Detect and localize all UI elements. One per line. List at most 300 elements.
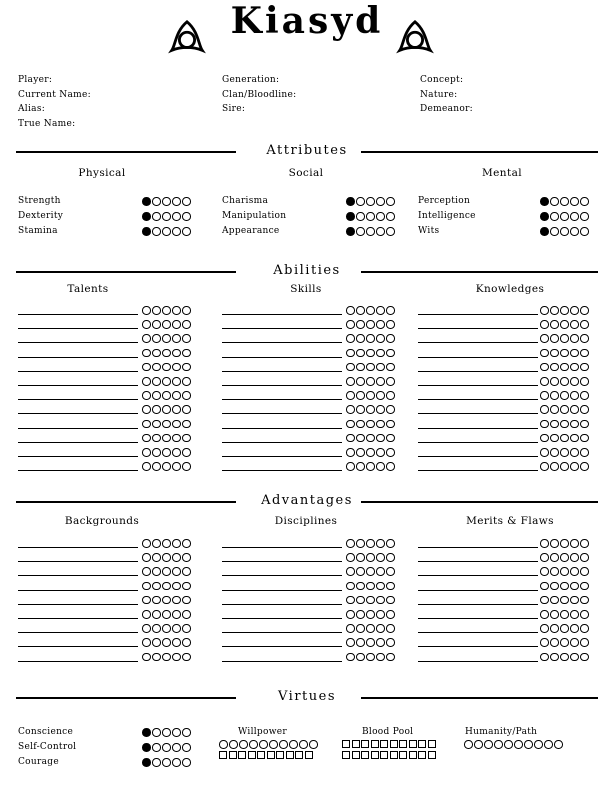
rating-dot[interactable] [550, 553, 559, 562]
rating-dot[interactable] [346, 363, 355, 372]
ability-rating[interactable] [142, 363, 191, 372]
rating-dot[interactable] [346, 434, 355, 443]
attribute-rating[interactable] [540, 227, 589, 236]
rating-dot[interactable] [356, 363, 365, 372]
rating-dot[interactable] [162, 197, 171, 206]
rating-dot[interactable] [550, 610, 559, 619]
rating-dot[interactable] [366, 567, 375, 576]
advantage-name-line[interactable] [18, 632, 138, 633]
rating-dot[interactable] [554, 740, 563, 749]
rating-dot[interactable] [570, 334, 579, 343]
tracker-box[interactable] [380, 740, 388, 748]
rating-dot[interactable] [560, 197, 569, 206]
rating-dot[interactable] [580, 391, 589, 400]
rating-dot[interactable] [550, 539, 559, 548]
rating-dot[interactable] [540, 653, 549, 662]
rating-dot[interactable] [182, 197, 191, 206]
advantage-rating[interactable] [540, 638, 589, 647]
rating-dot[interactable] [580, 420, 589, 429]
virtue-rating[interactable] [142, 743, 191, 752]
rating-dot[interactable] [366, 638, 375, 647]
ability-name-line[interactable] [18, 413, 138, 414]
rating-dot[interactable] [464, 740, 473, 749]
rating-dot[interactable] [386, 227, 395, 236]
tracker-box[interactable] [428, 740, 436, 748]
ability-name-line[interactable] [418, 399, 538, 400]
advantage-rating[interactable] [346, 539, 395, 548]
rating-dot[interactable] [540, 434, 549, 443]
rating-dot[interactable] [550, 320, 559, 329]
rating-dot[interactable] [376, 391, 385, 400]
ability-rating[interactable] [346, 448, 395, 457]
rating-dot[interactable] [580, 596, 589, 605]
rating-dot[interactable] [289, 740, 298, 749]
rating-dot[interactable] [386, 391, 395, 400]
attribute-rating[interactable] [346, 197, 395, 206]
rating-dot[interactable] [182, 349, 191, 358]
ability-name-line[interactable] [418, 342, 538, 343]
rating-dot[interactable] [172, 448, 181, 457]
rating-dot[interactable] [386, 448, 395, 457]
rating-dot[interactable] [550, 197, 559, 206]
rating-dot[interactable] [386, 462, 395, 471]
rating-dot[interactable] [162, 638, 171, 647]
attribute-rating[interactable] [142, 197, 191, 206]
rating-dot[interactable] [356, 596, 365, 605]
rating-dot[interactable] [550, 377, 559, 386]
rating-dot[interactable] [142, 405, 151, 414]
rating-dot[interactable] [570, 596, 579, 605]
rating-dot[interactable] [540, 377, 549, 386]
rating-dot[interactable] [540, 462, 549, 471]
rating-dot[interactable] [580, 227, 589, 236]
rating-dot[interactable] [152, 227, 161, 236]
advantage-rating[interactable] [142, 610, 191, 619]
rating-dot[interactable] [182, 653, 191, 662]
ability-rating[interactable] [142, 391, 191, 400]
ability-rating[interactable] [346, 306, 395, 315]
advantage-name-line[interactable] [418, 547, 538, 548]
rating-dot[interactable] [172, 391, 181, 400]
ability-rating[interactable] [346, 405, 395, 414]
rating-dot[interactable] [386, 596, 395, 605]
rating-dot[interactable] [386, 610, 395, 619]
rating-dot[interactable] [229, 740, 238, 749]
rating-dot[interactable] [376, 539, 385, 548]
advantage-name-line[interactable] [222, 618, 342, 619]
advantage-rating[interactable] [142, 638, 191, 647]
rating-dot[interactable] [142, 212, 151, 221]
rating-dot[interactable] [540, 227, 549, 236]
rating-dot[interactable] [182, 582, 191, 591]
advantage-name-line[interactable] [18, 618, 138, 619]
rating-dot[interactable] [172, 349, 181, 358]
rating-dot[interactable] [366, 582, 375, 591]
rating-dot[interactable] [580, 539, 589, 548]
advantage-rating[interactable] [346, 582, 395, 591]
advantage-name-line[interactable] [18, 575, 138, 576]
ability-name-line[interactable] [222, 456, 342, 457]
ability-rating[interactable] [540, 306, 589, 315]
rating-dot[interactable] [570, 320, 579, 329]
rating-dot[interactable] [534, 740, 543, 749]
advantage-rating[interactable] [540, 582, 589, 591]
rating-dot[interactable] [570, 567, 579, 576]
ability-name-line[interactable] [18, 371, 138, 372]
rating-dot[interactable] [269, 740, 278, 749]
rating-dot[interactable] [386, 582, 395, 591]
rating-dot[interactable] [162, 653, 171, 662]
rating-dot[interactable] [142, 624, 151, 633]
rating-dot[interactable] [142, 596, 151, 605]
rating-dot[interactable] [580, 638, 589, 647]
rating-dot[interactable] [580, 553, 589, 562]
ability-name-line[interactable] [418, 385, 538, 386]
rating-dot[interactable] [152, 197, 161, 206]
attribute-rating[interactable] [540, 212, 589, 221]
rating-dot[interactable] [570, 462, 579, 471]
rating-dot[interactable] [356, 653, 365, 662]
rating-dot[interactable] [356, 624, 365, 633]
rating-dot[interactable] [152, 567, 161, 576]
ability-name-line[interactable] [222, 399, 342, 400]
rating-dot[interactable] [162, 434, 171, 443]
rating-dot[interactable] [172, 582, 181, 591]
tracker-box[interactable] [342, 751, 350, 759]
ability-name-line[interactable] [418, 357, 538, 358]
advantage-rating[interactable] [540, 624, 589, 633]
rating-dot[interactable] [152, 434, 161, 443]
ability-name-line[interactable] [222, 470, 342, 471]
rating-dot[interactable] [560, 624, 569, 633]
rating-dot[interactable] [570, 553, 579, 562]
tracker-box[interactable] [352, 740, 360, 748]
rating-dot[interactable] [182, 462, 191, 471]
ability-rating[interactable] [540, 462, 589, 471]
ability-name-line[interactable] [418, 442, 538, 443]
ability-name-line[interactable] [418, 328, 538, 329]
rating-dot[interactable] [142, 334, 151, 343]
ability-rating[interactable] [142, 349, 191, 358]
advantage-name-line[interactable] [18, 547, 138, 548]
rating-dot[interactable] [540, 405, 549, 414]
rating-dot[interactable] [152, 212, 161, 221]
rating-dot[interactable] [376, 567, 385, 576]
ability-name-line[interactable] [18, 456, 138, 457]
rating-dot[interactable] [172, 306, 181, 315]
rating-dot[interactable] [172, 728, 181, 737]
rating-dot[interactable] [580, 582, 589, 591]
rating-dot[interactable] [182, 377, 191, 386]
ability-name-line[interactable] [222, 357, 342, 358]
rating-dot[interactable] [580, 567, 589, 576]
rating-dot[interactable] [152, 320, 161, 329]
rating-dot[interactable] [346, 582, 355, 591]
rating-dot[interactable] [386, 434, 395, 443]
rating-dot[interactable] [540, 624, 549, 633]
rating-dot[interactable] [142, 227, 151, 236]
rating-dot[interactable] [550, 653, 559, 662]
rating-dot[interactable] [376, 405, 385, 414]
tracker-box[interactable] [399, 740, 407, 748]
ability-name-line[interactable] [418, 413, 538, 414]
rating-dot[interactable] [356, 227, 365, 236]
rating-dot[interactable] [386, 334, 395, 343]
rating-dot[interactable] [550, 349, 559, 358]
rating-dot[interactable] [560, 539, 569, 548]
advantage-rating[interactable] [346, 596, 395, 605]
rating-dot[interactable] [172, 420, 181, 429]
rating-dot[interactable] [494, 740, 503, 749]
rating-dot[interactable] [152, 638, 161, 647]
rating-dot[interactable] [162, 363, 171, 372]
rating-dot[interactable] [346, 377, 355, 386]
rating-dot[interactable] [152, 420, 161, 429]
advantage-name-line[interactable] [222, 547, 342, 548]
rating-dot[interactable] [172, 539, 181, 548]
rating-dot[interactable] [570, 610, 579, 619]
rating-dot[interactable] [356, 553, 365, 562]
advantage-name-line[interactable] [222, 590, 342, 591]
rating-dot[interactable] [152, 624, 161, 633]
rating-dot[interactable] [580, 349, 589, 358]
rating-dot[interactable] [346, 448, 355, 457]
rating-dot[interactable] [376, 212, 385, 221]
rating-dot[interactable] [142, 448, 151, 457]
rating-dot[interactable] [356, 462, 365, 471]
rating-dot[interactable] [142, 758, 151, 767]
rating-dot[interactable] [386, 377, 395, 386]
ability-rating[interactable] [346, 349, 395, 358]
rating-dot[interactable] [152, 334, 161, 343]
rating-dot[interactable] [386, 349, 395, 358]
rating-dot[interactable] [366, 420, 375, 429]
ability-name-line[interactable] [18, 328, 138, 329]
rating-dot[interactable] [219, 740, 228, 749]
rating-dot[interactable] [474, 740, 483, 749]
advantage-name-line[interactable] [418, 590, 538, 591]
rating-dot[interactable] [162, 405, 171, 414]
rating-dot[interactable] [182, 596, 191, 605]
advantage-rating[interactable] [346, 610, 395, 619]
virtue-rating[interactable] [142, 758, 191, 767]
rating-dot[interactable] [172, 334, 181, 343]
rating-dot[interactable] [162, 610, 171, 619]
rating-dot[interactable] [376, 197, 385, 206]
ability-name-line[interactable] [18, 428, 138, 429]
rating-dot[interactable] [386, 363, 395, 372]
rating-dot[interactable] [346, 212, 355, 221]
rating-dot[interactable] [182, 610, 191, 619]
ability-rating[interactable] [346, 462, 395, 471]
tracker-box[interactable] [418, 751, 426, 759]
rating-dot[interactable] [172, 758, 181, 767]
ability-name-line[interactable] [222, 342, 342, 343]
rating-dot[interactable] [152, 539, 161, 548]
ability-rating[interactable] [540, 391, 589, 400]
ability-name-line[interactable] [222, 413, 342, 414]
rating-dot[interactable] [366, 434, 375, 443]
rating-dot[interactable] [386, 197, 395, 206]
rating-dot[interactable] [152, 306, 161, 315]
blood-pool-boxes[interactable] [342, 751, 436, 759]
rating-dot[interactable] [356, 212, 365, 221]
ability-rating[interactable] [142, 434, 191, 443]
rating-dot[interactable] [182, 405, 191, 414]
rating-dot[interactable] [162, 212, 171, 221]
ability-name-line[interactable] [18, 470, 138, 471]
ability-name-line[interactable] [18, 385, 138, 386]
rating-dot[interactable] [570, 405, 579, 414]
rating-dot[interactable] [356, 539, 365, 548]
rating-dot[interactable] [560, 212, 569, 221]
rating-dot[interactable] [550, 227, 559, 236]
rating-dot[interactable] [239, 740, 248, 749]
tracker-box[interactable] [371, 751, 379, 759]
tracker-box[interactable] [257, 751, 265, 759]
advantage-name-line[interactable] [418, 604, 538, 605]
rating-dot[interactable] [346, 197, 355, 206]
ability-rating[interactable] [346, 377, 395, 386]
advantage-name-line[interactable] [18, 604, 138, 605]
rating-dot[interactable] [550, 420, 559, 429]
rating-dot[interactable] [580, 363, 589, 372]
rating-dot[interactable] [346, 596, 355, 605]
rating-dot[interactable] [550, 596, 559, 605]
rating-dot[interactable] [152, 462, 161, 471]
rating-dot[interactable] [162, 758, 171, 767]
rating-dot[interactable] [484, 740, 493, 749]
ability-name-line[interactable] [18, 399, 138, 400]
rating-dot[interactable] [172, 743, 181, 752]
advantage-rating[interactable] [346, 624, 395, 633]
rating-dot[interactable] [162, 391, 171, 400]
rating-dot[interactable] [356, 320, 365, 329]
ability-name-line[interactable] [18, 442, 138, 443]
rating-dot[interactable] [386, 638, 395, 647]
advantage-rating[interactable] [346, 553, 395, 562]
advantage-rating[interactable] [142, 596, 191, 605]
blood-pool-boxes[interactable] [342, 740, 436, 748]
rating-dot[interactable] [172, 212, 181, 221]
rating-dot[interactable] [366, 553, 375, 562]
rating-dot[interactable] [366, 227, 375, 236]
rating-dot[interactable] [182, 212, 191, 221]
rating-dot[interactable] [580, 334, 589, 343]
rating-dot[interactable] [249, 740, 258, 749]
advantage-name-line[interactable] [418, 618, 538, 619]
rating-dot[interactable] [182, 227, 191, 236]
rating-dot[interactable] [550, 391, 559, 400]
rating-dot[interactable] [560, 405, 569, 414]
advantage-rating[interactable] [540, 653, 589, 662]
rating-dot[interactable] [560, 653, 569, 662]
rating-dot[interactable] [540, 582, 549, 591]
rating-dot[interactable] [346, 653, 355, 662]
rating-dot[interactable] [142, 462, 151, 471]
rating-dot[interactable] [182, 320, 191, 329]
rating-dot[interactable] [172, 653, 181, 662]
rating-dot[interactable] [346, 462, 355, 471]
rating-dot[interactable] [560, 227, 569, 236]
ability-rating[interactable] [540, 320, 589, 329]
rating-dot[interactable] [550, 624, 559, 633]
rating-dot[interactable] [152, 349, 161, 358]
ability-rating[interactable] [142, 462, 191, 471]
rating-dot[interactable] [346, 320, 355, 329]
rating-dot[interactable] [356, 197, 365, 206]
rating-dot[interactable] [152, 553, 161, 562]
ability-rating[interactable] [346, 363, 395, 372]
rating-dot[interactable] [152, 448, 161, 457]
rating-dot[interactable] [376, 448, 385, 457]
rating-dot[interactable] [142, 349, 151, 358]
advantage-name-line[interactable] [222, 632, 342, 633]
rating-dot[interactable] [366, 653, 375, 662]
rating-dot[interactable] [142, 363, 151, 372]
rating-dot[interactable] [540, 448, 549, 457]
rating-dot[interactable] [142, 567, 151, 576]
rating-dot[interactable] [172, 227, 181, 236]
ability-rating[interactable] [142, 448, 191, 457]
ability-rating[interactable] [142, 405, 191, 414]
rating-dot[interactable] [182, 758, 191, 767]
tracker-box[interactable] [409, 751, 417, 759]
rating-dot[interactable] [376, 653, 385, 662]
rating-dot[interactable] [172, 405, 181, 414]
advantage-rating[interactable] [540, 610, 589, 619]
rating-dot[interactable] [162, 582, 171, 591]
rating-dot[interactable] [560, 391, 569, 400]
rating-dot[interactable] [570, 582, 579, 591]
rating-dot[interactable] [152, 653, 161, 662]
rating-dot[interactable] [356, 610, 365, 619]
advantage-name-line[interactable] [18, 561, 138, 562]
rating-dot[interactable] [570, 306, 579, 315]
tracker-box[interactable] [238, 751, 246, 759]
ability-name-line[interactable] [222, 314, 342, 315]
advantage-rating[interactable] [142, 553, 191, 562]
rating-dot[interactable] [346, 334, 355, 343]
rating-dot[interactable] [152, 596, 161, 605]
rating-dot[interactable] [376, 638, 385, 647]
rating-dot[interactable] [540, 553, 549, 562]
rating-dot[interactable] [570, 349, 579, 358]
rating-dot[interactable] [259, 740, 268, 749]
rating-dot[interactable] [152, 363, 161, 372]
rating-dot[interactable] [570, 653, 579, 662]
rating-dot[interactable] [580, 405, 589, 414]
rating-dot[interactable] [172, 610, 181, 619]
rating-dot[interactable] [356, 391, 365, 400]
attribute-rating[interactable] [346, 212, 395, 221]
rating-dot[interactable] [182, 420, 191, 429]
rating-dot[interactable] [560, 377, 569, 386]
advantage-rating[interactable] [142, 567, 191, 576]
rating-dot[interactable] [182, 434, 191, 443]
rating-dot[interactable] [152, 582, 161, 591]
rating-dot[interactable] [356, 448, 365, 457]
rating-dot[interactable] [142, 434, 151, 443]
rating-dot[interactable] [142, 320, 151, 329]
rating-dot[interactable] [142, 420, 151, 429]
tracker-box[interactable] [361, 751, 369, 759]
rating-dot[interactable] [386, 624, 395, 633]
rating-dot[interactable] [366, 320, 375, 329]
ability-name-line[interactable] [222, 328, 342, 329]
rating-dot[interactable] [346, 553, 355, 562]
rating-dot[interactable] [550, 462, 559, 471]
